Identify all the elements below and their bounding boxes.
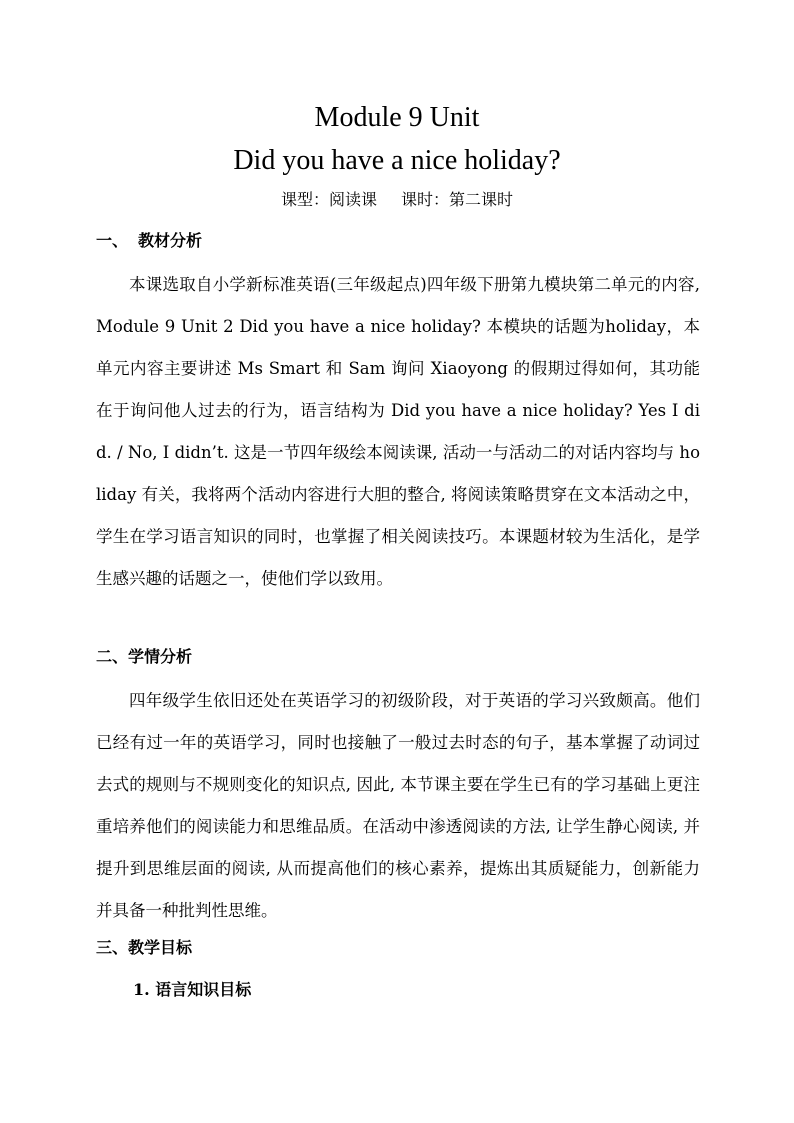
learner-analysis-paragraph: 四年级学生依旧还处在英语学习的初级阶段，对于英语的学习兴致颇高。他们已经有过一年的英语学习，同时也接触了一般过去时态的句子，基本掌握了动词过去式的规则与不规则变化的知识点, 因此, 本节课主要在学生已有的学习基础上更注重培养他们的阅读能力和思维品质。在活动中渗透阅读的方法, 让学生静心阅读, 并提升到思维层面的阅读, 从而提高他们的核心素养，提炼出其质疑能力，创新能力并具备一种批判性思维。 <box>96 691 700 920</box>
section-heading-textbook-analysis <box>96 229 202 253</box>
document-subtitle: Did you have a nice holiday? <box>233 145 561 176</box>
lesson-type: 课型：阅读课 <box>280 190 377 209</box>
section-heading-learner-analysis: 二、学情分析 <box>96 647 193 666</box>
lesson-meta <box>0 188 794 212</box>
subsection-heading-language-knowledge: 1. 语言知识目标 <box>133 980 252 999</box>
textbook-analysis-paragraph: 本课选取自小学新标准英语(三年级起点)四年级下册第九模块第二单元的内容, Module 9 Unit 2 Did you have a nice holiday? 本模块的话题为holiday，本单元内容主要讲述 Ms Smart 和 Sam 询问 Xiaoyong 的假期过得如何，其功能在于询问他人过去的行为，语言结构为 Did you have a nice holiday? Yes I did. / No, I didn’t. 这是一节四年级绘本阅读课, 活动一与活动二的对话内容均与 holiday 有关，我将两个活动内容进行大胆的整合, 将阅读策略贯穿在文本活动之中，学生在学习语言知识的同时，也掌握了相关阅读技巧。本课题材较为生活化，是学生感兴趣的话题之一，使他们学以致用。 <box>96 275 700 588</box>
lesson-period: 课时：第二课时 <box>401 190 514 209</box>
section-heading-teaching-goals: 三、教学目标 <box>96 938 193 957</box>
document-title: Module 9 Unit <box>314 102 480 133</box>
section-heading-text: 教材分析 <box>138 231 203 250</box>
section-number: 一、 <box>96 231 129 250</box>
